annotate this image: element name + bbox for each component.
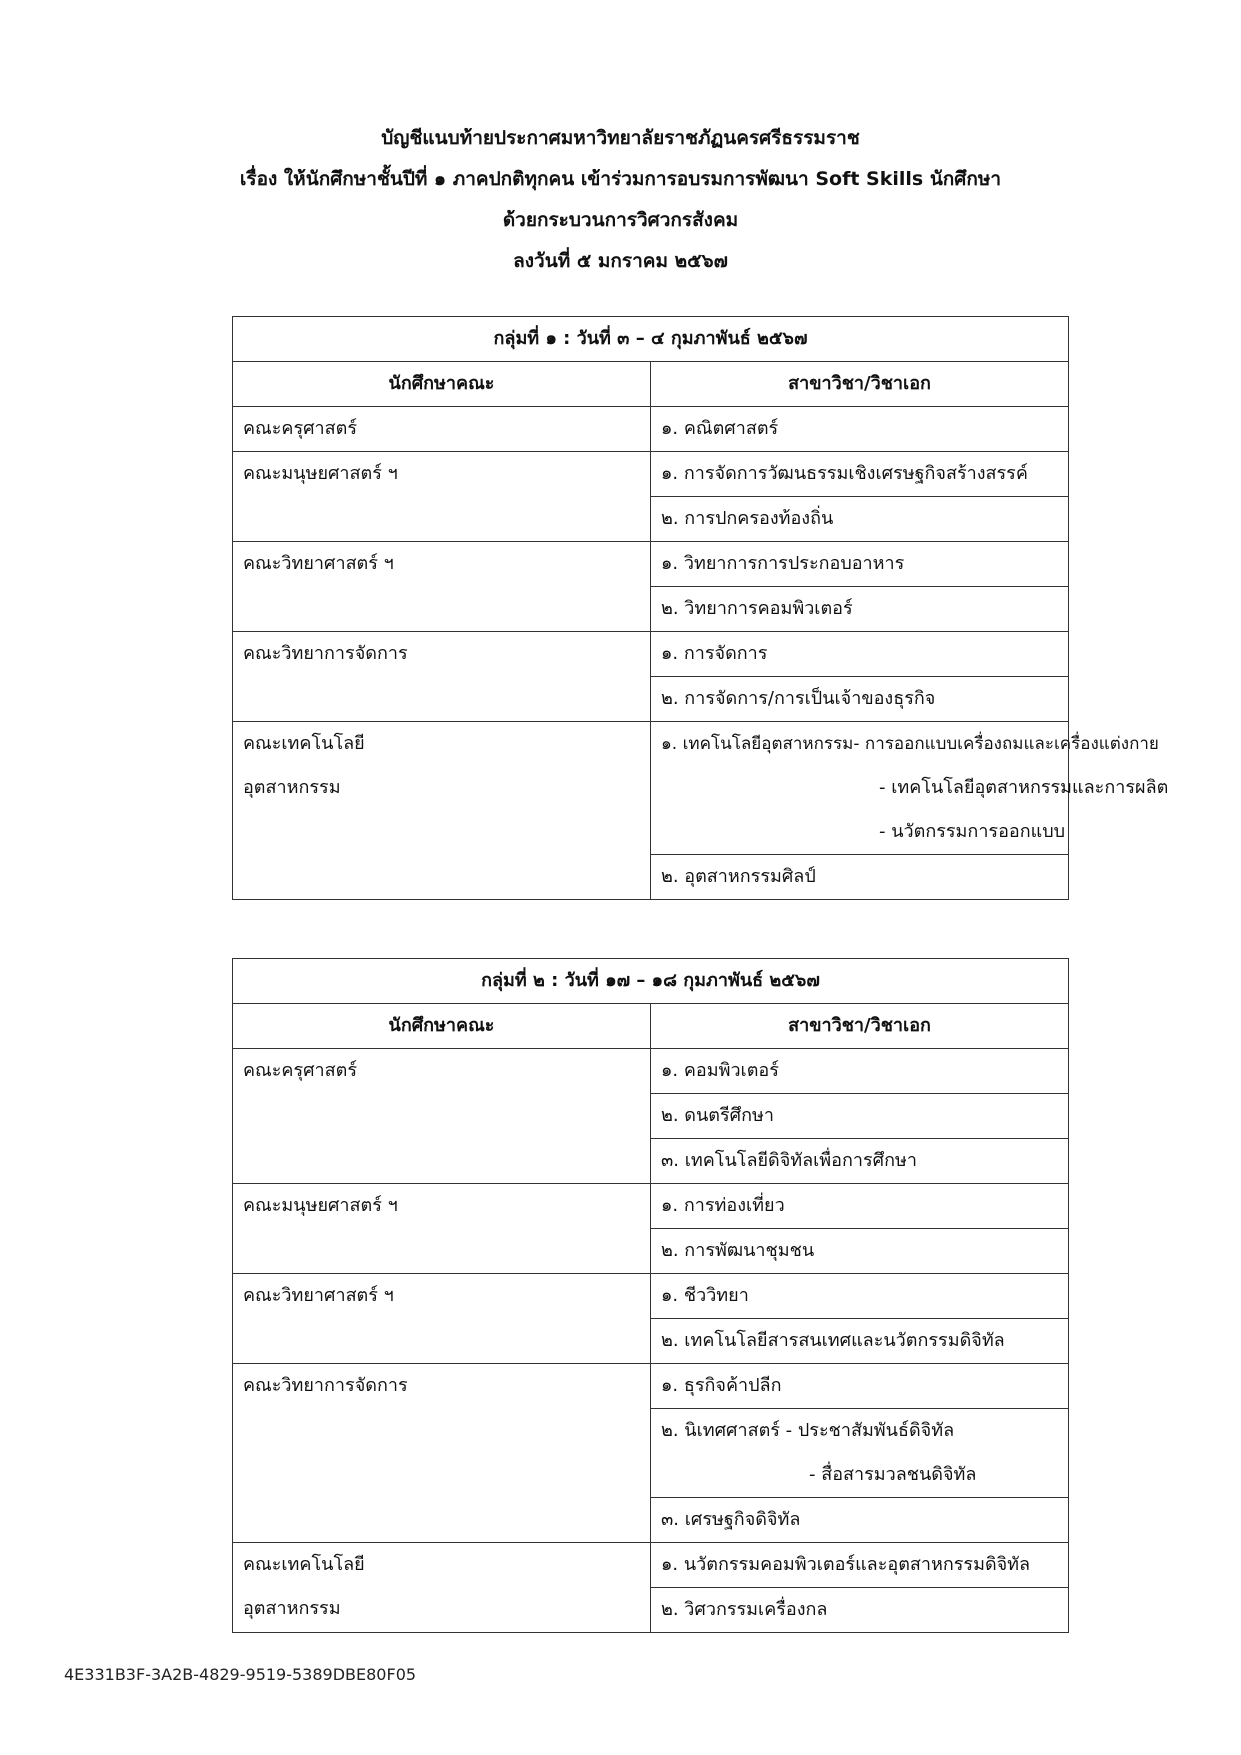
document-header [0, 118, 1241, 282]
major-cell: ๓. เทคโนโลยีดิจิทัลเพื่อการศึกษา [651, 1139, 1069, 1184]
column-header-faculty: นักศึกษาคณะ [233, 362, 651, 407]
document-id: 4E331B3F-3A2B-4829-9519-5389DBE80F05 [64, 1665, 417, 1684]
table-row [233, 1184, 1069, 1229]
major-cell: ๒. วิทยาการคอมพิวเตอร์ [651, 587, 1069, 632]
major-cell: ๑. ธุรกิจค้าปลีก [651, 1364, 1069, 1409]
major-cell: ๒. การพัฒนาชุมชน [651, 1229, 1069, 1274]
group2-title: กลุ่มที่ ๒ : วันที่ ๑๗ – ๑๘ กุมภาพันธ์ ๒๕๖๗ [233, 959, 1069, 1004]
table-row [233, 452, 1069, 497]
major-cell [651, 722, 1169, 855]
faculty-cell: คณะวิทยาการจัดการ [233, 1364, 651, 1543]
faculty-line: คณะเทคโนโลยี [243, 733, 365, 754]
faculty-cell: คณะครุศาสตร์ [233, 407, 651, 452]
table-row [233, 632, 1069, 677]
header-date: ลงวันที่ ๕ มกราคม ๒๕๖๗ [513, 250, 728, 272]
column-header-major: สาขาวิชา/วิชาเอก [651, 1004, 1069, 1049]
group1-title: กลุ่มที่ ๑ : วันที่ ๓ – ๔ กุมภาพันธ์ ๒๕๖๗ [233, 317, 1069, 362]
column-header-faculty: นักศึกษาคณะ [233, 1004, 651, 1049]
group1-table [232, 316, 1169, 900]
major-cell: ๑. การจัดการ [651, 632, 1069, 677]
major-cell: ๑. คณิตศาสตร์ [651, 407, 1069, 452]
major-cell: ๑. คอมพิวเตอร์ [651, 1049, 1069, 1094]
faculty-cell: คณะมนุษยศาสตร์ ฯ [233, 452, 651, 542]
major-line: ๑. เทคโนโลยีอุตสาหกรรม- การออกแบบเครื่องถมและเครื่องแต่งกาย [661, 734, 1159, 754]
major-line: ๒. นิเทศศาสตร์ - ประชาสัมพันธ์ดิจิทัล [661, 1420, 955, 1441]
table-row [233, 542, 1069, 587]
faculty-line: อุตสาหกรรม [243, 777, 341, 798]
major-sub-line: - นวัตกรรมการออกแบบ [879, 821, 1066, 842]
header-subject-cont: ด้วยกระบวนการวิศวกรสังคม [502, 209, 739, 231]
major-cell: ๑. การท่องเที่ยว [651, 1184, 1069, 1229]
major-sub-line: - สื่อสารมวลชนดิจิทัล [809, 1464, 977, 1485]
faculty-cell [233, 722, 651, 900]
table-row [233, 722, 1069, 855]
table-row [233, 1364, 1069, 1409]
header-subject: เรื่อง ให้นักศึกษาชั้นปีที่ ๑ ภาคปกติทุกคน เข้าร่วมการอบรมการพัฒนา Soft Skills นักศึกษา [239, 168, 1002, 190]
column-header-major: สาขาวิชา/วิชาเอก [651, 362, 1069, 407]
major-cell: ๑. ชีววิทยา [651, 1274, 1069, 1319]
major-sub-line: - เทคโนโลยีอุตสาหกรรมและการผลิต [879, 777, 1169, 798]
major-cell: ๒. อุตสาหกรรมศิลป์ [651, 855, 1069, 900]
major-cell: ๒. ดนตรีศึกษา [651, 1094, 1069, 1139]
major-cell: ๓. เศรษฐกิจดิจิทัล [651, 1498, 1069, 1543]
major-cell: ๒. เทคโนโลยีสารสนเทศและนวัตกรรมดิจิทัล [651, 1319, 1069, 1364]
major-cell: ๑. นวัตกรรมคอมพิวเตอร์และอุตสาหกรรมดิจิทัล [651, 1543, 1069, 1588]
group2-table [232, 958, 1069, 1633]
header-title: บัญชีแนบท้ายประกาศมหาวิทยาลัยราชภัฏนครศรีธรรมราช [381, 127, 860, 149]
faculty-cell [233, 1543, 651, 1633]
faculty-cell: คณะมนุษยศาสตร์ ฯ [233, 1184, 651, 1274]
faculty-cell: คณะวิทยาศาสตร์ ฯ [233, 1274, 651, 1364]
table-row [233, 407, 1069, 452]
faculty-cell: คณะวิทยาศาสตร์ ฯ [233, 542, 651, 632]
faculty-line: อุตสาหกรรม [243, 1598, 341, 1619]
faculty-cell: คณะครุศาสตร์ [233, 1049, 651, 1184]
faculty-line: คณะเทคโนโลยี [243, 1554, 365, 1575]
major-cell: ๒. การปกครองท้องถิ่น [651, 497, 1069, 542]
faculty-cell: คณะวิทยาการจัดการ [233, 632, 651, 722]
table-row [233, 1274, 1069, 1319]
major-cell: ๑. การจัดการวัฒนธรรมเชิงเศรษฐกิจสร้างสรรค์ [651, 452, 1069, 497]
major-cell [651, 1409, 1069, 1498]
table-row [233, 1543, 1069, 1588]
table-row [233, 1049, 1069, 1094]
major-cell: ๒. การจัดการ/การเป็นเจ้าของธุรกิจ [651, 677, 1069, 722]
major-cell: ๑. วิทยาการการประกอบอาหาร [651, 542, 1069, 587]
major-cell: ๒. วิศวกรรมเครื่องกล [651, 1588, 1069, 1633]
